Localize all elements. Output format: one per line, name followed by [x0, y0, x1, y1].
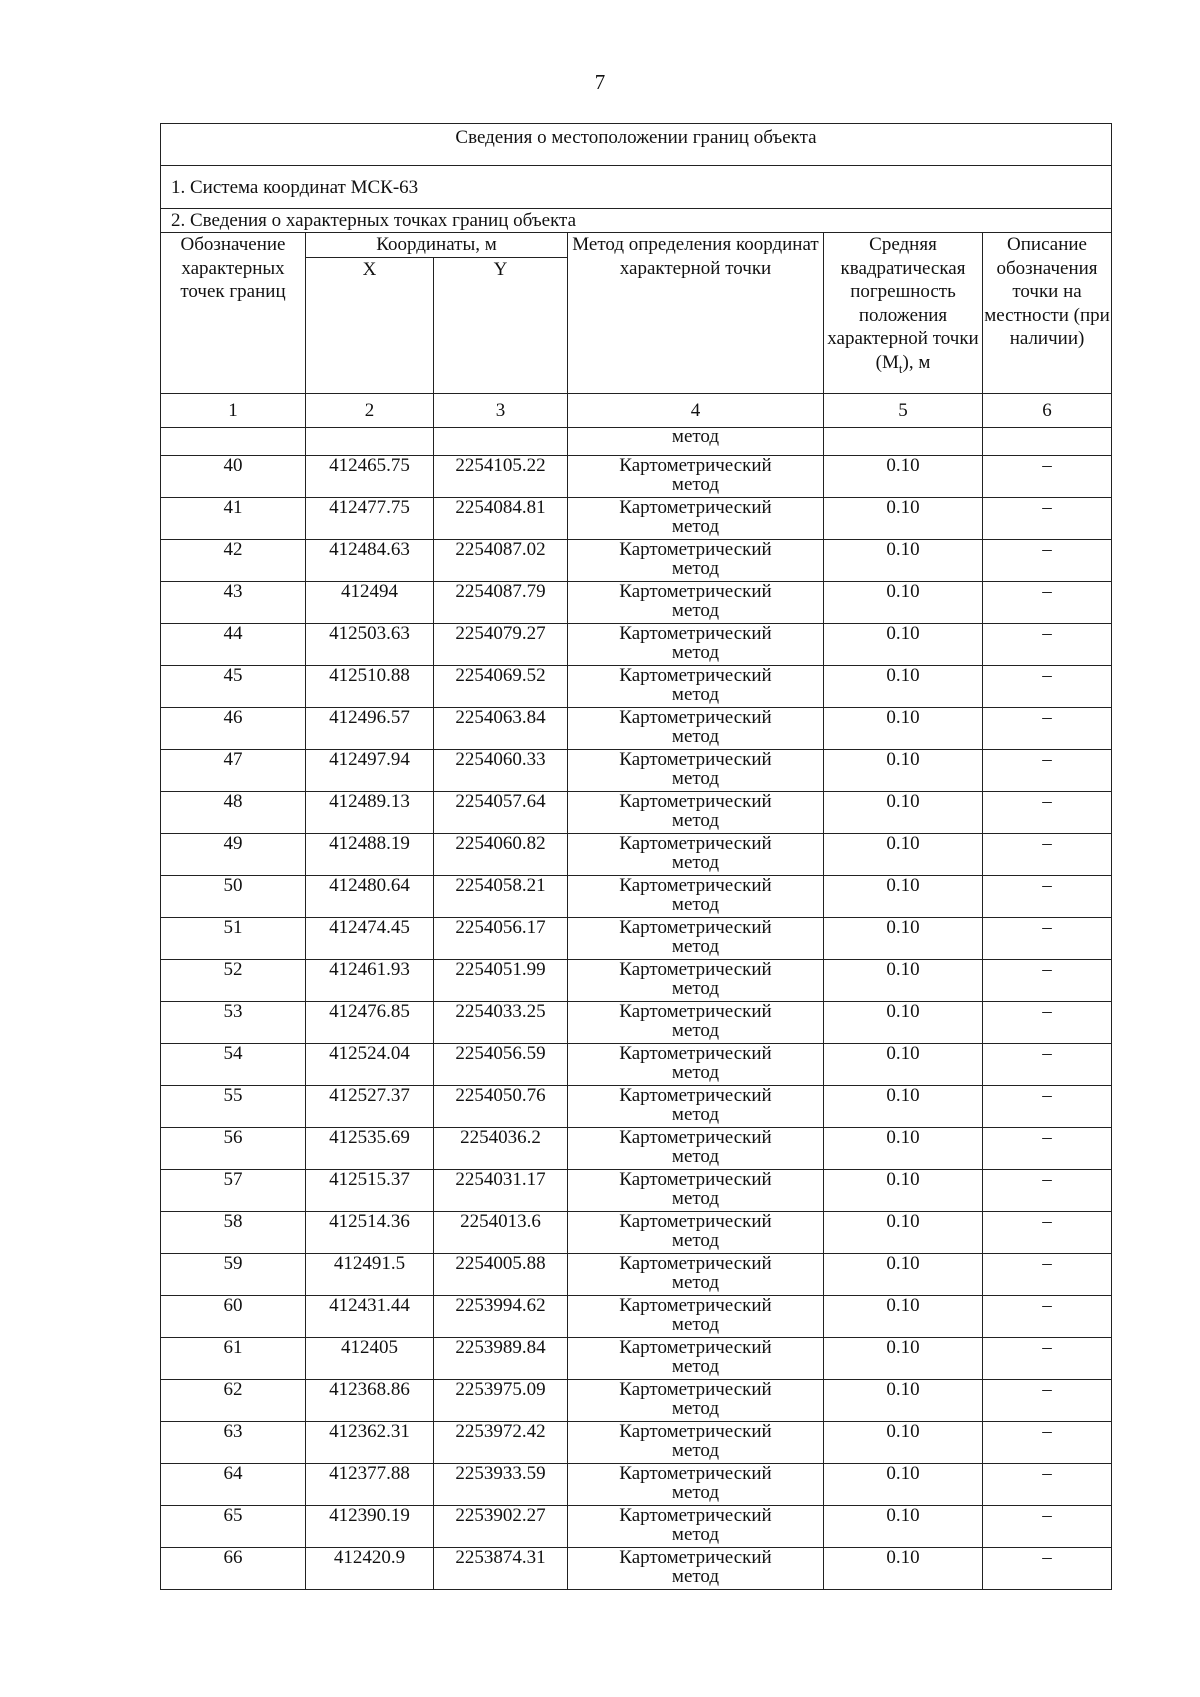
- method-line1: Картометрический: [619, 749, 772, 770]
- method-line1: Картометрический: [619, 1505, 772, 1526]
- coord-y: 2253994.62: [434, 1296, 568, 1338]
- mean-error: 0.10: [824, 1422, 983, 1464]
- coord-x: 412527.37: [306, 1086, 434, 1128]
- description: –: [983, 1506, 1112, 1548]
- coordinate-system-row: [161, 166, 1112, 209]
- coord-x: 412514.36: [306, 1212, 434, 1254]
- description: –: [983, 1170, 1112, 1212]
- boundary-points-table: [160, 123, 1112, 1590]
- method-line1: Картометрический: [619, 959, 772, 980]
- description: –: [983, 624, 1112, 666]
- method-line2: метод: [671, 1440, 720, 1461]
- coord-x: 412494: [306, 582, 434, 624]
- point-number: 51: [161, 918, 306, 960]
- point-number: 53: [161, 1002, 306, 1044]
- description: –: [983, 834, 1112, 876]
- description: –: [983, 1086, 1112, 1128]
- coord-y: 2254051.99: [434, 960, 568, 1002]
- method-line2: метод: [671, 1314, 720, 1335]
- coord-y: 2254057.64: [434, 792, 568, 834]
- method-cell: [568, 456, 824, 498]
- method-line1: Картометрический: [619, 833, 772, 854]
- coord-y: 2253972.42: [434, 1422, 568, 1464]
- coord-x: 412474.45: [306, 918, 434, 960]
- method-cell: [568, 876, 824, 918]
- point-number: 59: [161, 1254, 306, 1296]
- mean-error: 0.10: [824, 834, 983, 876]
- description: –: [983, 1128, 1112, 1170]
- table-row: [161, 624, 1112, 666]
- coord-y: 2254105.22: [434, 456, 568, 498]
- method-line2: метод: [671, 1104, 720, 1125]
- coord-y: 2254050.76: [434, 1086, 568, 1128]
- table-row: [161, 666, 1112, 708]
- point-number: 49: [161, 834, 306, 876]
- point-number: 55: [161, 1086, 306, 1128]
- table-row: [161, 708, 1112, 750]
- method-line2: метод: [671, 978, 720, 999]
- column-number: 2: [306, 394, 434, 428]
- coord-y: 2254056.17: [434, 918, 568, 960]
- point-number: 40: [161, 456, 306, 498]
- method-cell: [568, 834, 824, 876]
- coord-x: 412510.88: [306, 666, 434, 708]
- point-number: 57: [161, 1170, 306, 1212]
- description: –: [983, 1296, 1112, 1338]
- method-cell: [568, 708, 824, 750]
- mean-error: 0.10: [824, 1044, 983, 1086]
- point-number: 48: [161, 792, 306, 834]
- mean-error: 0.10: [824, 1212, 983, 1254]
- table-row: [161, 1548, 1112, 1590]
- method-line2: метод: [671, 1188, 720, 1209]
- method-cell: [568, 582, 824, 624]
- column-number: 3: [434, 394, 568, 428]
- coord-y: 2254079.27: [434, 624, 568, 666]
- description: –: [983, 792, 1112, 834]
- method-cell: [568, 1422, 824, 1464]
- method-cell: [568, 1002, 824, 1044]
- description: –: [983, 1338, 1112, 1380]
- mean-error: 0.10: [824, 1296, 983, 1338]
- method-line1: Картометрический: [619, 1127, 772, 1148]
- mean-error: 0.10: [824, 1548, 983, 1590]
- mean-error: 0.10: [824, 1338, 983, 1380]
- header-mean-error: [824, 233, 983, 394]
- method-line2: метод: [671, 474, 720, 495]
- point-number: 63: [161, 1422, 306, 1464]
- mean-error: 0.10: [824, 1380, 983, 1422]
- table-row: [161, 1422, 1112, 1464]
- table-row: [161, 540, 1112, 582]
- point-number: 52: [161, 960, 306, 1002]
- empty-cell: [306, 428, 434, 456]
- mean-error: 0.10: [824, 498, 983, 540]
- coord-y: 2254056.59: [434, 1044, 568, 1086]
- description: –: [983, 1464, 1112, 1506]
- description: –: [983, 540, 1112, 582]
- table-row: [161, 1128, 1112, 1170]
- description: –: [983, 498, 1112, 540]
- coord-x: 412496.57: [306, 708, 434, 750]
- method-line2: метод: [671, 1566, 720, 1587]
- method-cell: [568, 624, 824, 666]
- point-number: 60: [161, 1296, 306, 1338]
- coord-x: 412480.64: [306, 876, 434, 918]
- method-line1: Картометрический: [619, 1295, 772, 1316]
- method-line2: метод: [671, 600, 720, 621]
- coord-y: 2254036.2: [434, 1128, 568, 1170]
- header-description: Описание обозначения точки на местности (при наличии): [983, 233, 1112, 394]
- method-cell: [568, 750, 824, 792]
- coord-x: 412405: [306, 1338, 434, 1380]
- description: –: [983, 876, 1112, 918]
- mean-error: 0.10: [824, 1002, 983, 1044]
- coord-x: 412477.75: [306, 498, 434, 540]
- point-number: 42: [161, 540, 306, 582]
- description: –: [983, 708, 1112, 750]
- method-line2: метод: [671, 1482, 720, 1503]
- table-row: [161, 1212, 1112, 1254]
- method-line2: метод: [671, 1146, 720, 1167]
- point-number: 41: [161, 498, 306, 540]
- empty-cell: [983, 428, 1112, 456]
- coord-y: 2254005.88: [434, 1254, 568, 1296]
- table-row: [161, 456, 1112, 498]
- header-row: [161, 233, 1112, 258]
- table-title-row: [161, 124, 1112, 166]
- method-cell: [568, 1464, 824, 1506]
- method-cell: [568, 1128, 824, 1170]
- table-row: [161, 582, 1112, 624]
- description: –: [983, 1254, 1112, 1296]
- header-mean-error-text: Средняя квадратическая погрешность положения характерной точки $(M_t)$, м: [827, 234, 979, 376]
- mean-error: 0.10: [824, 1254, 983, 1296]
- point-number: 58: [161, 1212, 306, 1254]
- column-number: 1: [161, 394, 306, 428]
- table-row: [161, 1506, 1112, 1548]
- description: –: [983, 1380, 1112, 1422]
- method-line1: Картометрический: [619, 875, 772, 896]
- coord-x: 412390.19: [306, 1506, 434, 1548]
- method-line2: метод: [671, 1356, 720, 1377]
- method-cell: [568, 666, 824, 708]
- method-line1: Картометрический: [619, 1463, 772, 1484]
- method-line1: Картометрический: [619, 1421, 772, 1442]
- method-cell: [568, 1254, 824, 1296]
- coord-x: 412476.85: [306, 1002, 434, 1044]
- mean-error: 0.10: [824, 960, 983, 1002]
- description: –: [983, 1002, 1112, 1044]
- empty-cell: [161, 428, 306, 456]
- method-line2: метод: [671, 642, 720, 663]
- coordinate-system: 1. Система координат МСК-63: [161, 166, 1112, 209]
- method-line1: Картометрический: [619, 1253, 772, 1274]
- method-line2: метод: [671, 516, 720, 537]
- point-number: 47: [161, 750, 306, 792]
- method-line2: метод: [671, 726, 720, 747]
- method-line1: Картометрический: [619, 665, 772, 686]
- method-cell: [568, 1212, 824, 1254]
- table-row: [161, 876, 1112, 918]
- coord-y: 2254060.33: [434, 750, 568, 792]
- table-title: Сведения о местоположении границ объекта: [161, 124, 1112, 166]
- mean-error: 0.10: [824, 876, 983, 918]
- coord-x: 412377.88: [306, 1464, 434, 1506]
- table-row: [161, 750, 1112, 792]
- coord-x: 412497.94: [306, 750, 434, 792]
- method-line1: Картометрический: [619, 581, 772, 602]
- table-row: [161, 1296, 1112, 1338]
- mean-error: 0.10: [824, 1506, 983, 1548]
- coord-x: 412420.9: [306, 1548, 434, 1590]
- coord-x: 412503.63: [306, 624, 434, 666]
- method-cell: [568, 498, 824, 540]
- table-row: [161, 1086, 1112, 1128]
- coord-x: 412524.04: [306, 1044, 434, 1086]
- point-number: 44: [161, 624, 306, 666]
- coord-y: 2253874.31: [434, 1548, 568, 1590]
- mean-error: 0.10: [824, 1170, 983, 1212]
- method-cell: [568, 1170, 824, 1212]
- mean-error: 0.10: [824, 624, 983, 666]
- empty-cell: [434, 428, 568, 456]
- points-section-row: [161, 209, 1112, 233]
- description: –: [983, 1548, 1112, 1590]
- header-method: Метод определения координат характерной точки: [568, 233, 824, 394]
- coord-y: 2254058.21: [434, 876, 568, 918]
- method-line2: метод: [671, 768, 720, 789]
- coord-y: 2253975.09: [434, 1380, 568, 1422]
- coord-y: 2254033.25: [434, 1002, 568, 1044]
- description: –: [983, 666, 1112, 708]
- coord-y: 2253933.59: [434, 1464, 568, 1506]
- mean-error: 0.10: [824, 792, 983, 834]
- table-row: [161, 1002, 1112, 1044]
- table-row: [161, 960, 1112, 1002]
- column-number: 6: [983, 394, 1112, 428]
- method-cell: [568, 1380, 824, 1422]
- point-number: 66: [161, 1548, 306, 1590]
- coord-x: 412461.93: [306, 960, 434, 1002]
- point-number: 50: [161, 876, 306, 918]
- mean-error: 0.10: [824, 582, 983, 624]
- table-row: [161, 1254, 1112, 1296]
- coord-y: 2254069.52: [434, 666, 568, 708]
- table-row: [161, 1380, 1112, 1422]
- coord-x: 412535.69: [306, 1128, 434, 1170]
- method-cell: [568, 1338, 824, 1380]
- method-line2: метод: [671, 936, 720, 957]
- method-line1: Картометрический: [619, 1379, 772, 1400]
- mean-error: 0.10: [824, 750, 983, 792]
- point-number: 54: [161, 1044, 306, 1086]
- coord-y: 2254031.17: [434, 1170, 568, 1212]
- point-number: 61: [161, 1338, 306, 1380]
- mean-error: 0.10: [824, 540, 983, 582]
- mean-error: 0.10: [824, 456, 983, 498]
- table-row: [161, 498, 1112, 540]
- point-number: 45: [161, 666, 306, 708]
- table-row: [161, 1338, 1112, 1380]
- point-number: 65: [161, 1506, 306, 1548]
- coord-y: 2254087.79: [434, 582, 568, 624]
- method-line1: Картометрический: [619, 1169, 772, 1190]
- method-cell: [568, 918, 824, 960]
- method-line1: Картометрический: [619, 1043, 772, 1064]
- header-y: Y: [434, 258, 568, 394]
- mean-error: 0.10: [824, 1128, 983, 1170]
- method-line1: Картометрический: [619, 1547, 772, 1568]
- method-cell: [568, 792, 824, 834]
- method-line1: Картометрический: [619, 1085, 772, 1106]
- continued-row: [161, 428, 1112, 456]
- method-line2: метод: [671, 1062, 720, 1083]
- point-number: 64: [161, 1464, 306, 1506]
- method-cell: [568, 1044, 824, 1086]
- table-row: [161, 1170, 1112, 1212]
- method-line2: метод: [671, 558, 720, 579]
- mean-error: 0.10: [824, 918, 983, 960]
- coord-x: 412484.63: [306, 540, 434, 582]
- coord-x: 412431.44: [306, 1296, 434, 1338]
- method-line1: Картометрический: [619, 497, 772, 518]
- table-row: [161, 792, 1112, 834]
- column-number: 4: [568, 394, 824, 428]
- point-number: 62: [161, 1380, 306, 1422]
- empty-cell: [824, 428, 983, 456]
- method-line1: Картометрический: [619, 455, 772, 476]
- method-line1: Картометрический: [619, 1337, 772, 1358]
- method-line1: Картометрический: [619, 707, 772, 728]
- point-number: 46: [161, 708, 306, 750]
- table-row: [161, 1044, 1112, 1086]
- description: –: [983, 1422, 1112, 1464]
- coord-y: 2253989.84: [434, 1338, 568, 1380]
- coord-x: 412362.31: [306, 1422, 434, 1464]
- point-number: 43: [161, 582, 306, 624]
- method-line2: метод: [671, 1020, 720, 1041]
- description: –: [983, 1212, 1112, 1254]
- method-line1: Картометрический: [619, 1001, 772, 1022]
- method-cell: [568, 1548, 824, 1590]
- table-row: [161, 918, 1112, 960]
- method-cell: [568, 1296, 824, 1338]
- page-number: 7: [594, 70, 606, 94]
- method-line2: метод: [671, 1230, 720, 1251]
- coord-x: 412465.75: [306, 456, 434, 498]
- method-line1: Картометрический: [619, 539, 772, 560]
- coord-x: 412488.19: [306, 834, 434, 876]
- header-point-designation: Обозначение характерных точек границ: [161, 233, 306, 394]
- description: –: [983, 918, 1112, 960]
- coord-y: 2254063.84: [434, 708, 568, 750]
- method-line1: Картометрический: [619, 1211, 772, 1232]
- method-line2: метод: [671, 1272, 720, 1293]
- header-coordinates: Координаты, м: [306, 233, 568, 258]
- method-line2: метод: [671, 1398, 720, 1419]
- points-section-title: 2. Сведения о характерных точках границ объекта: [161, 209, 1112, 233]
- point-number: 56: [161, 1128, 306, 1170]
- coord-y: 2254087.02: [434, 540, 568, 582]
- method-cell: [568, 1086, 824, 1128]
- coord-x: 412515.37: [306, 1170, 434, 1212]
- column-number: 5: [824, 394, 983, 428]
- coord-y: 2254084.81: [434, 498, 568, 540]
- mean-error: 0.10: [824, 708, 983, 750]
- method-line2: метод: [671, 1524, 720, 1545]
- description: –: [983, 456, 1112, 498]
- coord-x: 412491.5: [306, 1254, 434, 1296]
- method-cell: [568, 960, 824, 1002]
- coord-y: 2254060.82: [434, 834, 568, 876]
- mean-error: 0.10: [824, 666, 983, 708]
- description: –: [983, 960, 1112, 1002]
- method-line2: метод: [671, 894, 720, 915]
- mean-error: 0.10: [824, 1464, 983, 1506]
- description: –: [983, 1044, 1112, 1086]
- mean-error: 0.10: [824, 1086, 983, 1128]
- method-line1: Картометрический: [619, 623, 772, 644]
- column-numbers-row: [161, 394, 1112, 428]
- method-line2: метод: [671, 852, 720, 873]
- coord-y: 2254013.6: [434, 1212, 568, 1254]
- method-line2: метод: [671, 684, 720, 705]
- method-cell: [568, 540, 824, 582]
- header-x: X: [306, 258, 434, 394]
- coord-y: 2253902.27: [434, 1506, 568, 1548]
- description: –: [983, 582, 1112, 624]
- description: –: [983, 750, 1112, 792]
- method-line1: Картометрический: [619, 791, 772, 812]
- coord-x: 412368.86: [306, 1380, 434, 1422]
- method-cell: [568, 1506, 824, 1548]
- method-line2: метод: [671, 810, 720, 831]
- continued-method: метод: [568, 428, 824, 456]
- table-row: [161, 834, 1112, 876]
- method-line1: Картометрический: [619, 917, 772, 938]
- coord-x: 412489.13: [306, 792, 434, 834]
- table-row: [161, 1464, 1112, 1506]
